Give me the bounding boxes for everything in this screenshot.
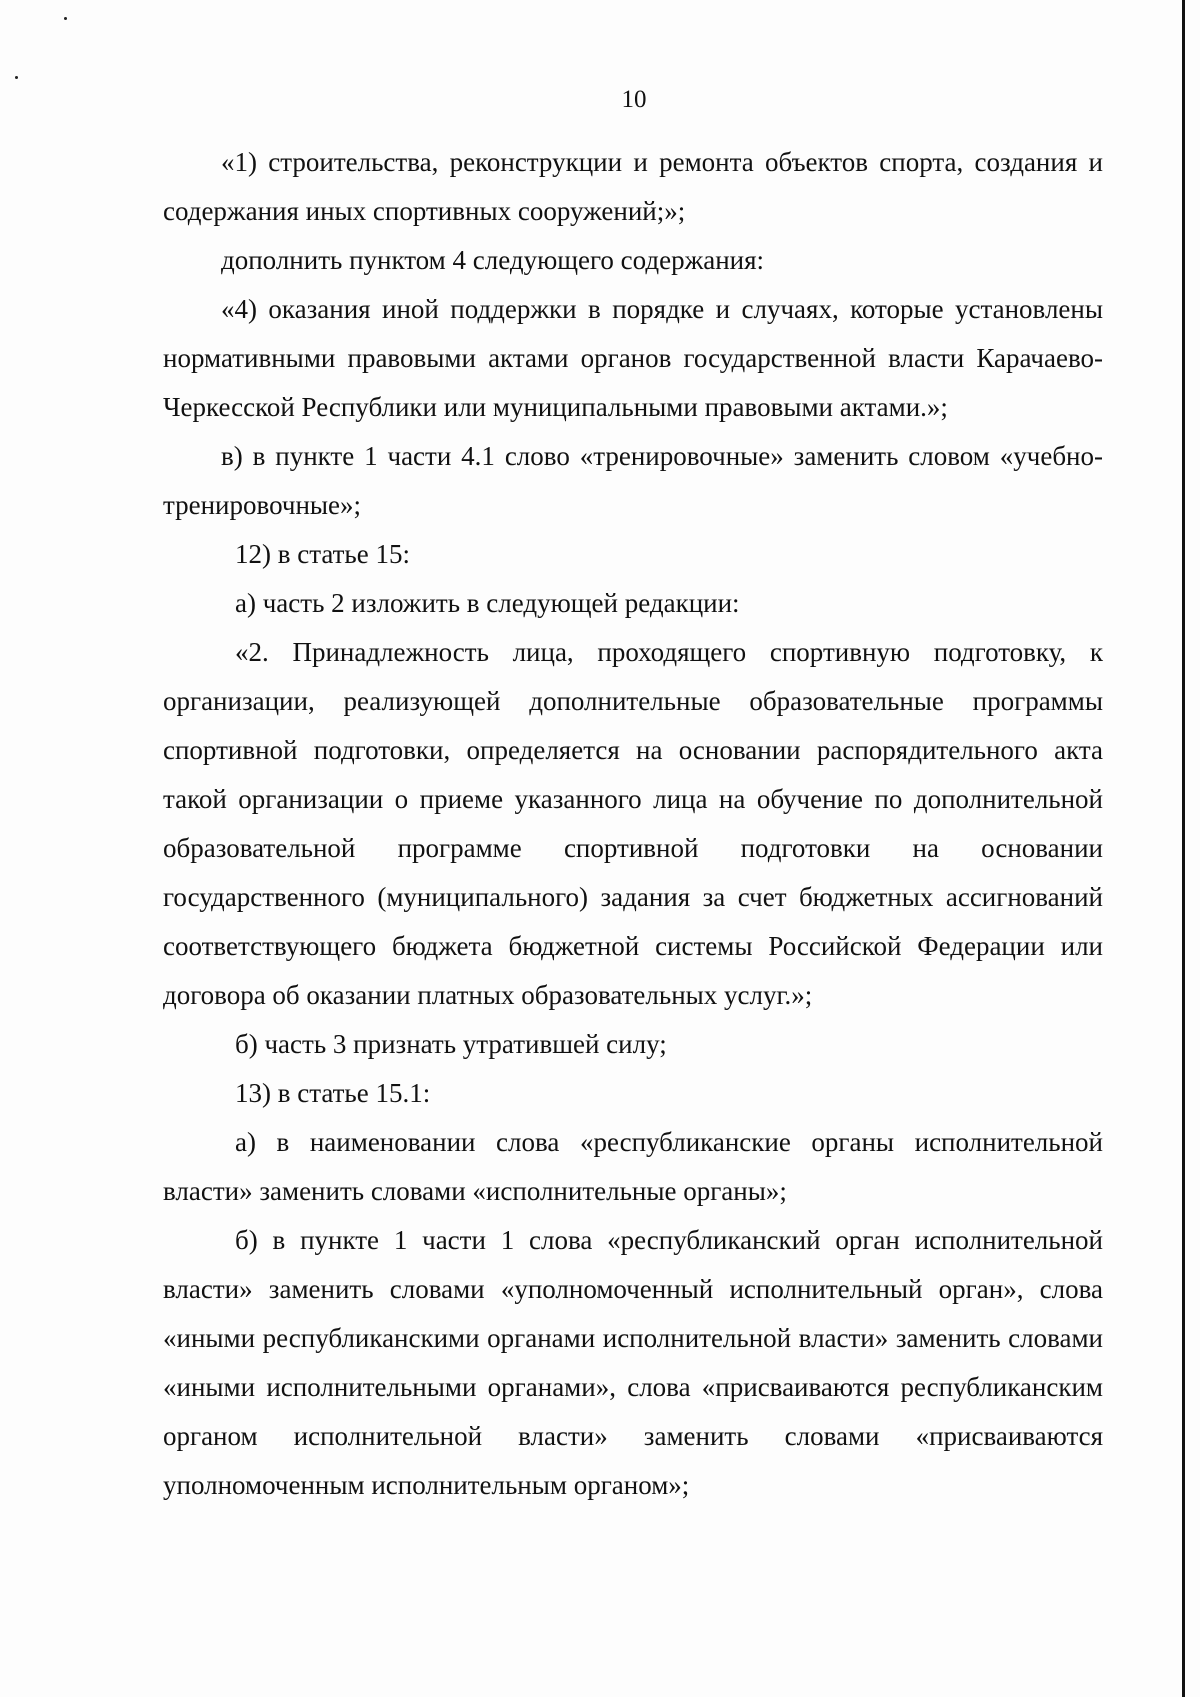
scan-speck	[64, 17, 67, 20]
paragraph: б) часть 3 признать утратившей силу;	[235, 1029, 667, 1059]
paragraph: 12) в статье 15:	[235, 539, 410, 569]
scan-edge	[1182, 0, 1185, 1697]
paragraph: а) часть 2 изложить в следующей редакции:	[235, 588, 740, 618]
document-body	[163, 138, 1103, 1510]
paragraph: в) в пункте 1 части 4.1 слово «тренировочные» заменить словом «учебно-тренировочные»;	[163, 441, 1103, 520]
paragraph: а) в наименовании слова «республиканские органы исполнительной власти» заменить словами «исполнительные органы»;	[163, 1127, 1103, 1206]
scan-speck	[15, 76, 18, 79]
paragraph: «4) оказания иной поддержки в порядке и случаях, которые установлены нормативными правовыми актами органов государственной власти Карачаево-Черкесской Республики или муниципальными правовыми актами.»;	[163, 294, 1103, 422]
paragraph: «2. Принадлежность лица, проходящего спортивную подготовку, к организации, реализующей дополнительные образовательные программы спортивной подготовки, определяется на основании распорядительного акта такой организации о приеме указанного лица на обучение по дополнительной образовательной программе спортивной подготовки на основании государственного (муниципального) задания за счет бюджетных ассигнований соответствующего бюджета бюджетной системы Российской Федерации или договора об оказании платных образовательных услуг.»;	[163, 637, 1103, 1010]
paragraph: «1) строительства, реконструкции и ремонта объектов спорта, создания и содержания иных спортивных сооружений;»;	[163, 147, 1103, 226]
page-number: 10	[621, 86, 647, 113]
paragraph: 13) в статье 15.1:	[235, 1078, 431, 1108]
paragraph: дополнить пунктом 4 следующего содержания:	[221, 245, 765, 275]
paragraph: б) в пункте 1 части 1 слова «республиканский орган исполнительной власти» заменить словами «уполномоченный исполнительный орган», слова «иными республиканскими органами исполнительной власти» заменить словами «иными исполнительными органами», слова «присваиваются республиканским органом исполнительной власти» заменить словами «присваиваются уполномоченным исполнительным органом»;	[163, 1225, 1103, 1500]
